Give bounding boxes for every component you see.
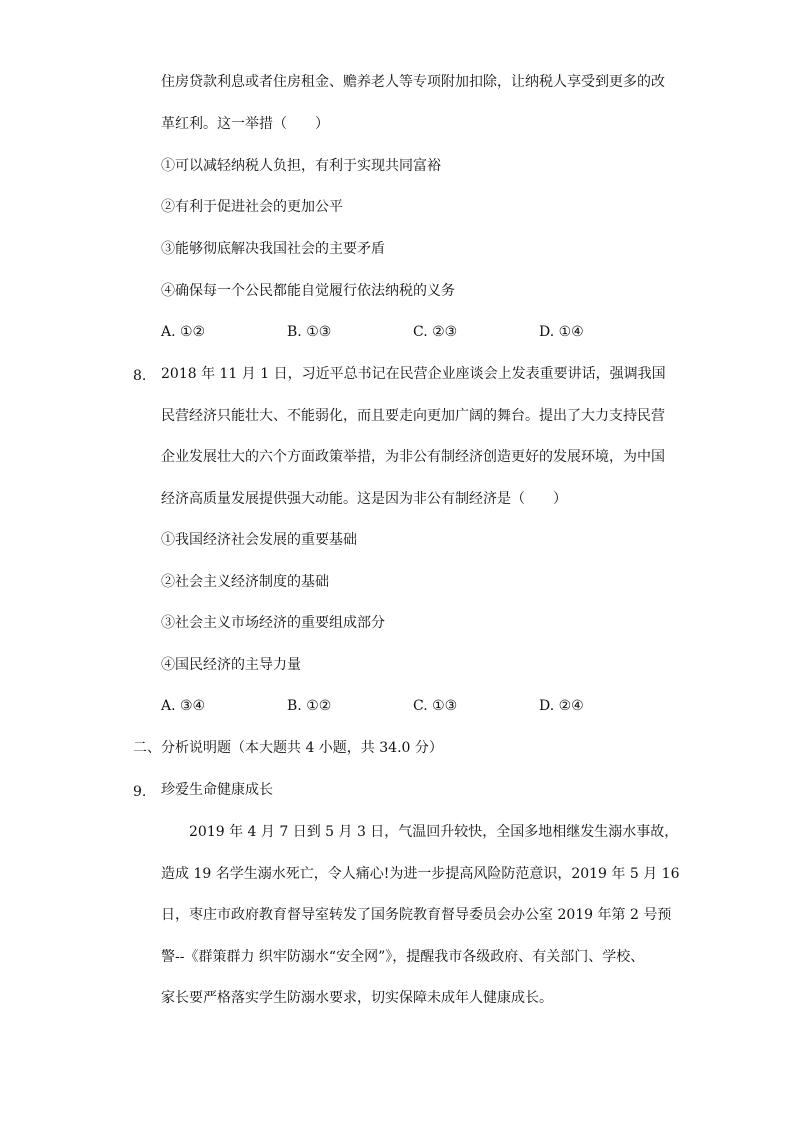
q9-para-line-2: 造成 19 名学生溺水死亡，令人痛心!为进一步提高风险防范意识，2019 年 5 月 16 <box>161 866 680 882</box>
q7-stem-line-2: 革红利。这一举措（ ） <box>161 116 329 132</box>
q8-statement-3: ③社会主义市场经济的重要组成部分 <box>161 615 385 631</box>
q7-statement-2: ②有利于促进社会的更加公平 <box>161 199 343 215</box>
q7-statement-3: ③能够彻底解决我国社会的主要矛盾 <box>161 241 385 257</box>
q8-option-a: A. ③④ <box>161 698 206 714</box>
q9-para-line-5: 家长要严格落实学生防溺水要求，切实保障未成年人健康成长。 <box>161 990 553 1006</box>
section-heading: 二、分析说明题（本大题共 4 小题，共 34.0 分） <box>133 740 443 756</box>
q9-para-line-1: 2019 年 4 月 7 日到 5 月 3 日，气温回升较快，全国多地相继发生溺水事故， <box>189 824 679 840</box>
q8-option-b: B. ①② <box>287 698 332 714</box>
q8-stem-line-1: 2018 年 11 月 1 日，习近平总书记在民营企业座谈会上发表重要讲话，强调我国 <box>161 366 666 382</box>
q8-statement-1: ①我国经济社会发展的重要基础 <box>161 532 357 548</box>
q8-option-d: D. ②④ <box>539 698 584 714</box>
q7-option-d: D. ①④ <box>539 324 584 340</box>
q8-statement-2: ②社会主义经济制度的基础 <box>161 574 329 590</box>
q8-stem-line-3: 企业发展壮大的六个方面政策举措，为非公有制经济创造更好的发展环境，为中国 <box>161 449 665 465</box>
q8-statement-4: ④国民经济的主导力量 <box>161 657 301 673</box>
q9-title: 珍爱生命健康成长 <box>161 782 273 798</box>
q7-option-b: B. ①③ <box>287 324 332 340</box>
q7-option-c: C. ②③ <box>413 324 458 340</box>
q9-para-line-3: 日，枣庄市政府教育督导室转发了国务院教育督导委员会办公室 2019 年第 2 号预 <box>161 907 672 923</box>
q7-statement-4: ④确保每一个公民都能自觉履行依法纳税的义务 <box>161 283 455 299</box>
q7-stem-line-1: 住房贷款利息或者住房租金、赡养老人等专项附加扣除，让纳税人享受到更多的改 <box>161 74 665 90</box>
q8-stem-line-2: 民营经济只能壮大、不能弱化，而且要走向更加广阔的舞台。提出了大力支持民营 <box>161 408 665 424</box>
q8-number: 8. <box>133 368 147 384</box>
q9-number: 9. <box>133 784 147 800</box>
q8-stem-line-4: 经济高质量发展提供强大动能。这是因为非公有制经济是（ ） <box>161 491 567 507</box>
q7-statement-1: ①可以减轻纳税人负担，有利于实现共同富裕 <box>161 158 441 174</box>
q9-para-line-4: 警--《群策群力 织牢防溺水“安全网”》，提醒我市各级政府、有关部门、学校、 <box>161 949 645 965</box>
q7-option-a: A. ①② <box>161 324 206 340</box>
q8-option-c: C. ①③ <box>413 698 458 714</box>
